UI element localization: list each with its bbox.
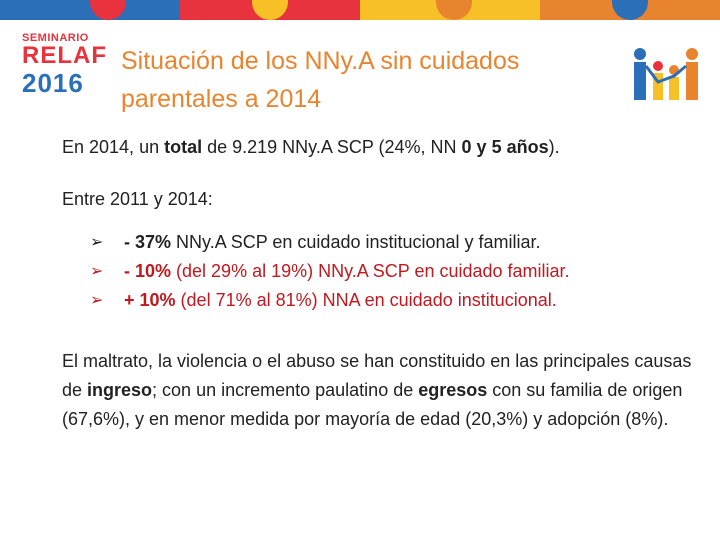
paragraph-period: Entre 2011 y 2014:: [62, 189, 213, 209]
para1-bold-1: total: [164, 137, 203, 157]
title-line-2: parentales a 2014: [121, 85, 322, 113]
arrow-bullet-icon: ➢: [90, 263, 104, 280]
para1-bold-2: 0 y 5 años: [461, 137, 549, 157]
para3-text-3: con su familia de origen (67,6%), y en menor medida por mayoría de edad (20,3%) y adopción (8%).: [62, 380, 683, 429]
logo-text-top: SEMINARIO: [22, 32, 89, 44]
para3-bold-ingreso: ingreso: [87, 380, 153, 400]
bullet-text: NNy.A SCP en cuidado institucional y familiar.: [171, 232, 541, 252]
logo-text-year: 2016: [22, 68, 84, 98]
bullet-figure: + 10%: [124, 290, 176, 310]
seminario-relaf-logo: [22, 32, 107, 104]
paragraph-causes: [62, 347, 702, 434]
para3-text-1: El maltrato, la violencia o el abuso se han constituido en las principales causas de: [62, 351, 692, 400]
bullet-item: [90, 286, 702, 315]
bullet-text: (del 71% al 81%) NNA en cuidado institucional.: [175, 290, 557, 310]
para1-text-1: En 2014, un: [62, 137, 165, 157]
title-line-1: Situación de los NNy.A sin cuidados: [121, 47, 520, 75]
bullet-item: [90, 228, 702, 257]
arrow-bullet-icon: ➢: [90, 234, 104, 251]
paragraph-total: [62, 134, 702, 160]
bullet-item: [90, 257, 702, 286]
slide-title: [121, 42, 621, 118]
para1-text-3: ).: [548, 137, 560, 157]
para3-text-2: ; con un incremento paulatino de: [152, 380, 419, 400]
para3-bold-egresos: egresos: [418, 380, 488, 400]
top-decorative-bar: [0, 0, 720, 20]
bullet-figure: - 10%: [124, 261, 172, 281]
slide-body: [62, 134, 702, 434]
arrow-bullet-icon: ➢: [90, 292, 104, 309]
bullet-figure: - 37%: [124, 232, 172, 252]
people-family-icon: [632, 44, 700, 104]
logo-text-middle: RELAF: [22, 42, 107, 69]
bullet-list: [62, 228, 702, 315]
bullet-text: (del 29% al 19%) NNy.A SCP en cuidado familiar.: [171, 261, 570, 281]
para1-text-2: de 9.219 NNy.A SCP (24%, NN: [202, 137, 462, 157]
